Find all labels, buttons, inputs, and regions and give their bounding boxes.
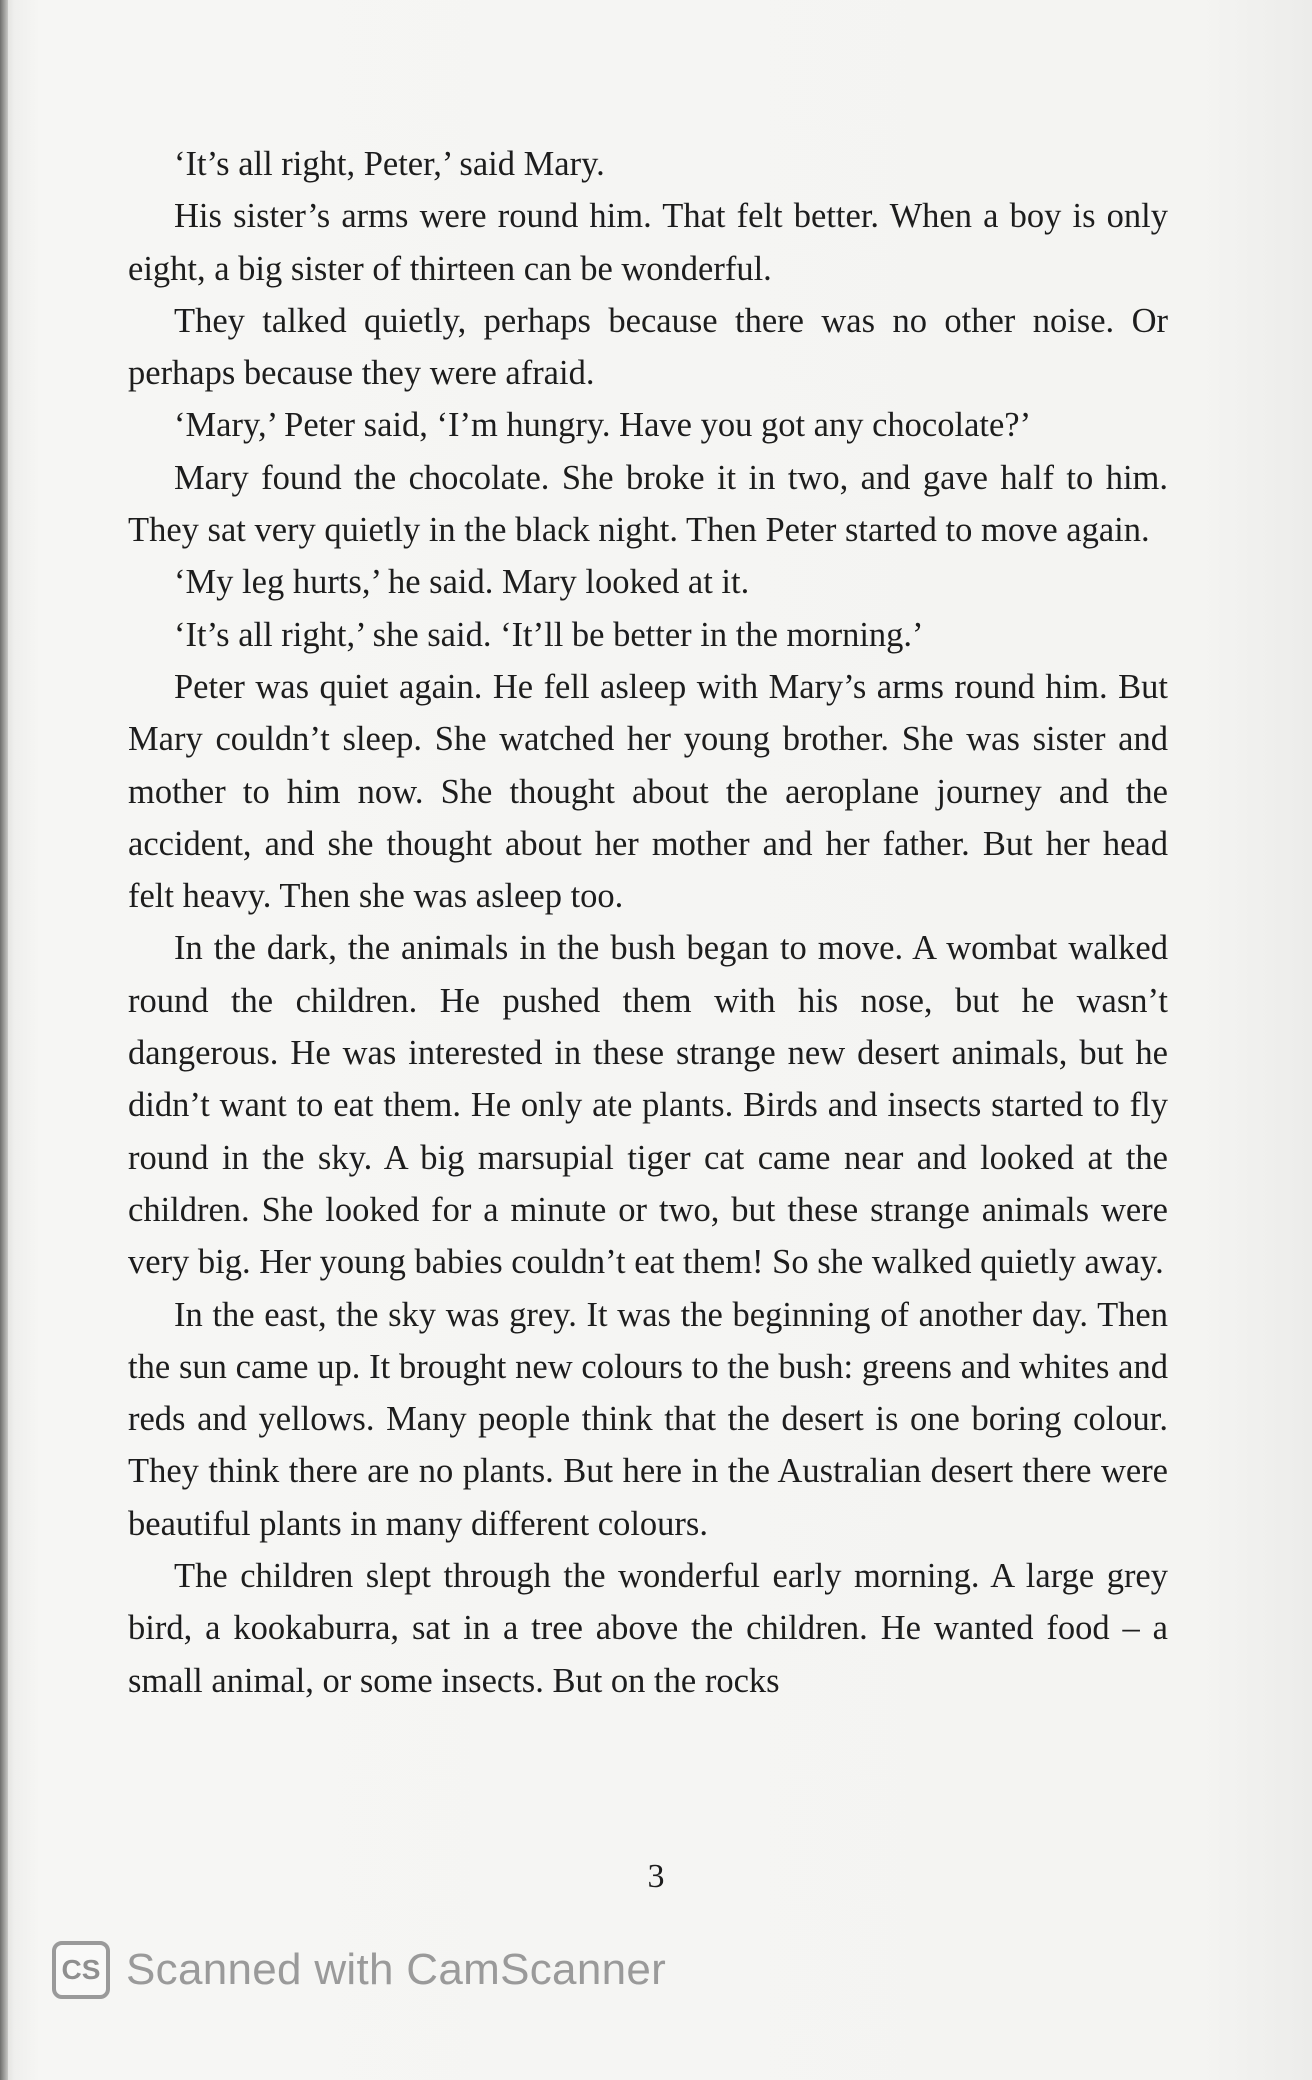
- paragraph: They talked quietly, perhaps because there was no other noise. Or perhaps because they were afraid.: [128, 301, 1168, 393]
- paragraph: ‘Mary,’ Peter said, ‘I’m hungry. Have you got any chocolate?’: [174, 406, 1032, 445]
- paragraph: Peter was quiet again. He fell asleep with Mary’s arms round him. But Mary couldn’t sleep. She watched her young brother. She was sister and mother to him now. She thought about the aeroplane journey and the accident, and she thought about her mother and her father. But her head felt heavy. Then she was asleep too.: [128, 667, 1168, 916]
- camscanner-watermark: [52, 1938, 666, 2002]
- camscanner-logo-icon: CS: [52, 1941, 110, 1999]
- paragraph: In the dark, the animals in the bush began to move. A wombat walked round the children. He pushed them with his nose, but he wasn’t dangerous. He was interested in these strange new desert animals, but he didn’t want to eat them. He only ate plants. Birds and insects started to fly round in the sky. A big marsupial tiger cat came near and looked at the children. She looked for a minute or two, but these strange animals were very big. Her young babies couldn’t eat them! So she walked quietly away.: [128, 929, 1168, 1282]
- paragraph: His sister’s arms were round him. That felt better. When a boy is only eight, a big sister of thirteen can be wonderful.: [128, 197, 1168, 288]
- paragraph: ‘It’s all right,’ she said. ‘It’ll be better in the morning.’: [174, 615, 924, 654]
- binding-edge: [0, 0, 8, 2080]
- paragraph: ‘It’s all right, Peter,’ said Mary.: [174, 145, 605, 183]
- page-number: 3: [647, 1858, 665, 1895]
- paragraph: ‘My leg hurts,’ he said. Mary looked at it.: [174, 563, 750, 602]
- body-text: [128, 138, 1168, 1707]
- paragraph: Mary found the chocolate. She broke it in two, and gave half to him. They sat very quietly in the black night. Then Peter started to move again.: [128, 458, 1168, 550]
- paragraph: In the east, the sky was grey. It was the beginning of another day. Then the sun came up. It brought new colours to the bush: greens and whites and reds and yellows. Many people think that the desert is one boring colour. They think there are no plants. But here in the Australian desert there were beautiful plants in many different colours.: [128, 1295, 1168, 1543]
- watermark-text: Scanned with CamScanner: [126, 1945, 667, 1994]
- paragraph: The children slept through the wonderful early morning. A large grey bird, a kookaburra, sat in a tree above the children. He wanted food – a small animal, or some insects. But on the rocks: [128, 1557, 1168, 1700]
